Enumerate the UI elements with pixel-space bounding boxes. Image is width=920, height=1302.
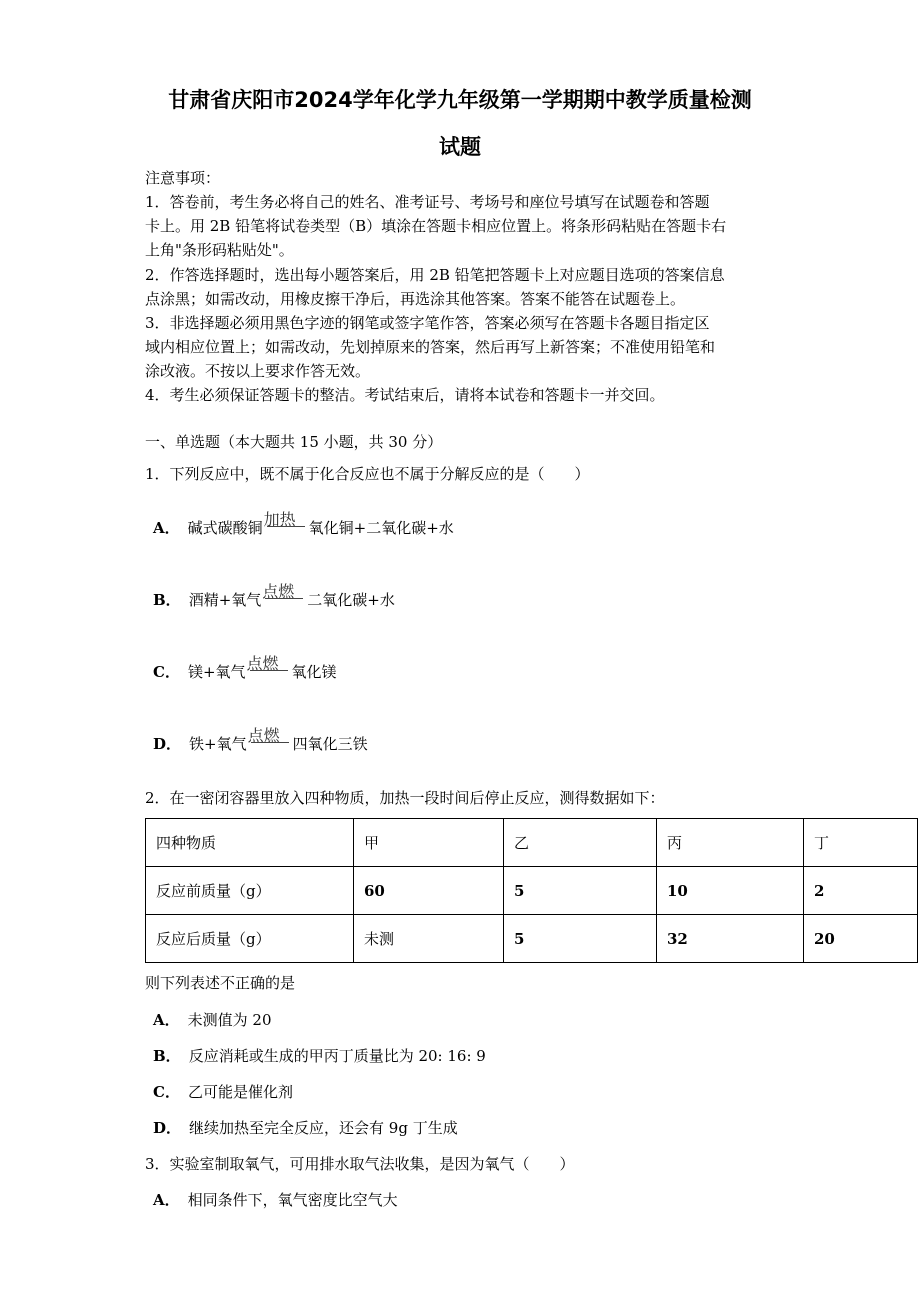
q2-option-d <box>153 1118 458 1138</box>
option-label: B． <box>153 591 181 609</box>
reaction-arrow <box>246 654 288 677</box>
note-line: 4．考生必须保证答题卡的整洁。考试结束后，请将本试卷和答题卡一并交回。 <box>145 386 665 404</box>
reactant: 铁+氧气 <box>189 735 247 753</box>
table-cell: 丙 <box>657 819 804 867</box>
table-cell: 四种物质 <box>146 819 354 867</box>
table-row <box>146 915 918 963</box>
table-cell: 甲 <box>354 819 504 867</box>
title-line-2: 试题 <box>439 135 481 159</box>
option-label: C． <box>153 1083 180 1101</box>
option-label: C． <box>153 663 180 681</box>
table-row <box>146 819 918 867</box>
option-label: A． <box>153 1191 180 1209</box>
note-line: 上角"条形码粘贴处"。 <box>145 241 294 259</box>
q2-ask: 则下列表述不正确的是 <box>145 974 296 992</box>
reaction-arrow <box>263 510 305 533</box>
reactant: 镁+氧气 <box>187 663 246 681</box>
option-text: 相同条件下，氧气密度比空气大 <box>187 1191 398 1209</box>
table-cell: 20 <box>804 915 918 963</box>
option-text: 未测值为 20 <box>187 1011 272 1029</box>
table-cell: 10 <box>657 867 804 915</box>
q2-option-b <box>153 1046 486 1066</box>
question-2-stem: 2．在一密闭容器里放入四种物质，加热一段时间后停止反应，测得数据如下： <box>145 789 665 807</box>
note-line: 涂改液。不按以上要求作答无效。 <box>145 362 371 380</box>
reaction-arrow <box>262 582 303 605</box>
table-cell: 32 <box>657 915 804 963</box>
table-cell: 未测 <box>354 915 504 963</box>
option-text: 继续加热至完全反应，还会有 9g 丁生成 <box>189 1119 458 1137</box>
table-cell: 乙 <box>504 819 657 867</box>
table-cell: 5 <box>504 915 657 963</box>
note-line: 1．答卷前，考生务必将自己的姓名、准考证号、考场号和座位号填写在试题卷和答题 <box>145 193 710 211</box>
option-label: D． <box>153 1119 182 1137</box>
table-row <box>146 867 918 915</box>
product: 四氧化三铁 <box>292 735 368 753</box>
table-cell: 60 <box>354 867 504 915</box>
question-3-stem: 3．实验室制取氧气，可用排水取气法收集，是因为氧气（ ） <box>145 1155 575 1173</box>
reaction-arrow <box>247 726 289 749</box>
table-cell: 5 <box>504 867 657 915</box>
notes-header: 注意事项： <box>145 169 221 187</box>
q1-option-a <box>153 510 454 538</box>
note-line: 点涂黑；如需改动，用橡皮擦干净后，再选涂其他答案。答案不能答在试题卷上。 <box>145 290 686 308</box>
q3-option-a <box>153 1190 398 1210</box>
option-label: A． <box>153 1011 180 1029</box>
condition: 点燃 <box>247 726 280 745</box>
product: 氧化铜+二氧化碳+水 <box>308 519 454 537</box>
option-text: 乙可能是催化剂 <box>187 1083 293 1101</box>
condition: 点燃 <box>246 654 279 673</box>
note-line: 卡上。用 2B 铅笔将试卷类型（B）填涂在答题卡相应位置上。将条形码粘贴在答题卡右 <box>145 217 727 235</box>
product: 二氧化碳+水 <box>307 591 395 609</box>
reactant: 碱式碳酸铜 <box>187 519 263 537</box>
note-line: 3．非选择题必须用黑色字迹的钢笔或签字笔作答，答案必须写在答题卡各题目指定区 <box>145 314 710 332</box>
q1-option-b <box>153 582 395 610</box>
option-label: B． <box>153 1047 181 1065</box>
option-label: D． <box>153 735 182 753</box>
q1-option-c <box>153 654 337 682</box>
note-line: 2．作答选择题时，选出每小题答案后，用 2B 铅笔把答题卡上对应题目选项的答案信息 <box>145 266 725 284</box>
title-line-1: 甘肃省庆阳市2024学年化学九年级第一学期期中教学质量检测 <box>168 88 752 112</box>
table-cell: 反应前质量（g） <box>146 867 354 915</box>
table-cell: 反应后质量（g） <box>146 915 354 963</box>
q2-option-a <box>153 1010 272 1030</box>
note-line: 域内相应位置上；如需改动，先划掉原来的答案，然后再写上新答案；不准使用铅笔和 <box>145 338 716 356</box>
condition: 点燃 <box>262 582 295 601</box>
q2-option-c <box>153 1082 293 1102</box>
table-cell: 丁 <box>804 819 918 867</box>
table-cell: 2 <box>804 867 918 915</box>
option-text: 反应消耗或生成的甲丙丁质量比为 20: 16: 9 <box>188 1047 486 1065</box>
q1-option-d <box>153 726 368 754</box>
section-heading: 一、单选题（本大题共 15 小题，共 30 分） <box>145 433 443 451</box>
reactant: 酒精+氧气 <box>188 591 262 609</box>
question-1-stem: 1．下列反应中，既不属于化合反应也不属于分解反应的是（ ） <box>145 465 590 483</box>
condition: 加热 <box>263 510 296 529</box>
data-table <box>145 818 918 963</box>
option-label: A． <box>153 519 180 537</box>
product: 氧化镁 <box>291 663 337 681</box>
